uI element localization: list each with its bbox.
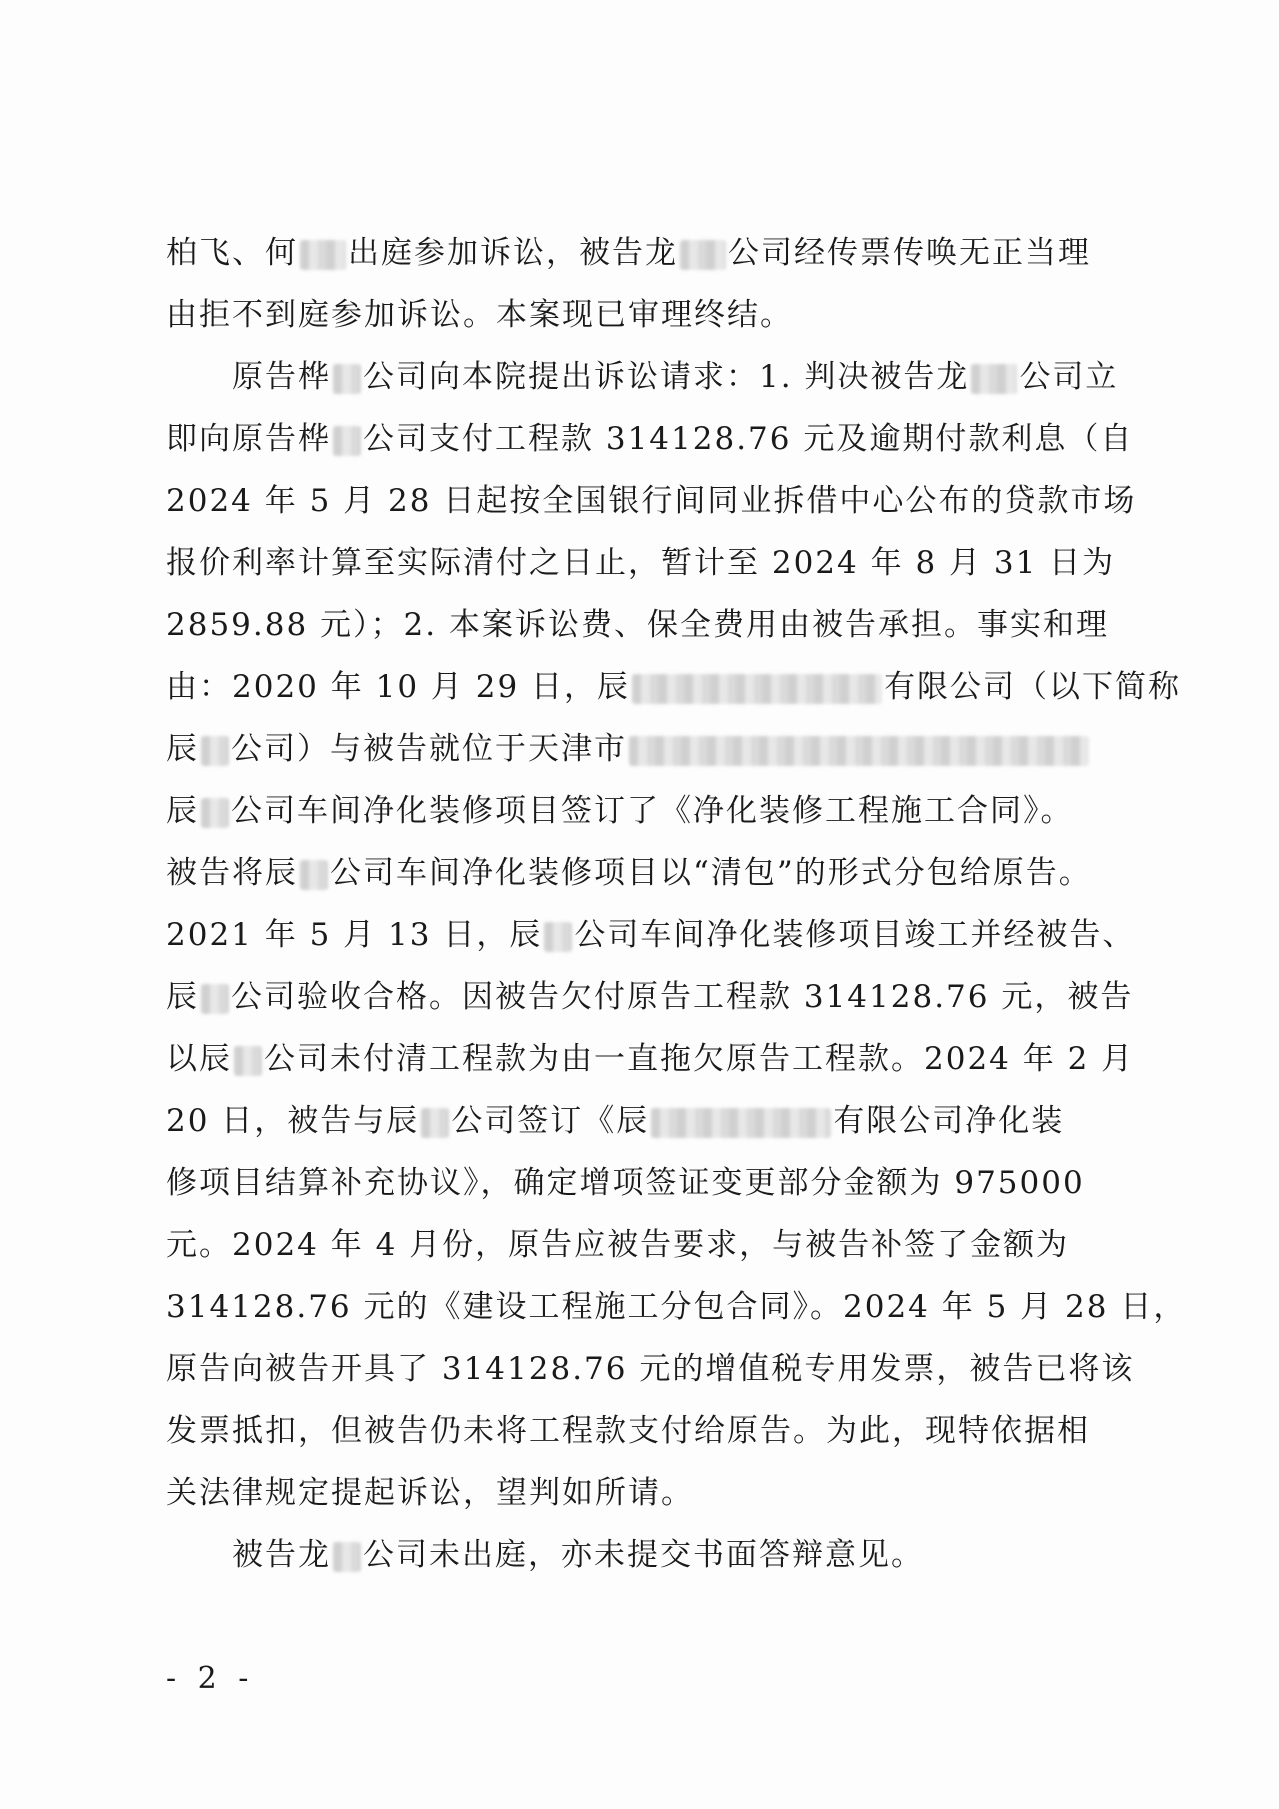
- text-line: [166, 842, 1126, 904]
- text-segment: 原告向被告开具了 314128.76 元的增值税专用发票，被告已将该: [166, 1351, 1135, 1387]
- text-line: [166, 718, 1126, 780]
- text-segment: 辰: [166, 731, 199, 767]
- text-segment: 以辰: [166, 1041, 232, 1077]
- text-segment: 被告将辰: [166, 855, 298, 891]
- redaction: [971, 364, 1017, 394]
- text-segment: 原告桦: [166, 359, 331, 395]
- text-line: [166, 780, 1126, 842]
- redaction: [544, 922, 572, 952]
- text-segment: 有限公司净化装: [833, 1103, 1065, 1139]
- text-segment: 公司支付工程款 314128.76 元及逾期付款利息（自: [363, 421, 1134, 457]
- text-segment: 发票抵扣，但被告仍未将工程款支付给原告。为此，现特依据相: [166, 1413, 1090, 1449]
- text-segment: 修项目结算补充协议》，确定增项签证变更部分金额为 975000: [166, 1165, 1085, 1201]
- text-segment: 报价利率计算至实际清付之日止，暂计至 2024 年 8 月 31 日为: [166, 545, 1116, 581]
- text-line: [166, 1090, 1126, 1152]
- text-line: [166, 1462, 1126, 1524]
- redaction: [629, 736, 1089, 766]
- text-segment: 公司车间净化装修项目竣工并经被告、: [574, 917, 1136, 953]
- text-line: [166, 470, 1137, 532]
- text-line: [166, 1152, 1126, 1214]
- text-segment: 被告龙: [166, 1537, 331, 1573]
- redaction: [201, 984, 229, 1014]
- redaction: [300, 240, 346, 270]
- text-segment: 即向原告桦: [166, 421, 331, 457]
- page-number: - 2 -: [166, 1661, 255, 1696]
- redaction: [421, 1108, 449, 1138]
- redaction: [333, 1542, 361, 1572]
- text-segment: 公司签订《辰: [451, 1103, 650, 1139]
- redaction: [680, 240, 726, 270]
- text-segment: 有限公司（以下简称: [884, 669, 1182, 705]
- text-segment: 出庭参加诉讼，被告龙: [348, 235, 678, 271]
- redaction: [632, 674, 882, 704]
- document-body: [166, 222, 1187, 1586]
- text-segment: 公司）与被告就位于天津市: [231, 731, 627, 767]
- text-line: [166, 656, 1182, 718]
- text-segment: 辰: [166, 793, 199, 829]
- text-line: [166, 532, 1126, 594]
- text-segment: 元。2024 年 4 月份，原告应被告要求，与被告补签了金额为: [166, 1227, 1070, 1263]
- text-line: [166, 222, 1126, 284]
- text-line: [166, 1214, 1126, 1276]
- text-segment: 314128.76 元的《建设工程施工分包合同》。2024 年 5 月 28 日，: [166, 1289, 1187, 1325]
- text-segment: 公司未出庭，亦未提交书面答辩意见。: [363, 1537, 924, 1573]
- text-segment: 公司向本院提出诉讼请求：1. 判决被告龙: [363, 359, 970, 395]
- text-line: [166, 408, 1134, 470]
- text-segment: 20 日，被告与辰: [166, 1103, 420, 1139]
- text-segment: 由：2020 年 10 月 29 日，辰: [166, 669, 631, 705]
- text-line: [166, 966, 1134, 1028]
- text-segment: 2021 年 5 月 13 日，辰: [166, 917, 543, 953]
- redaction: [234, 1046, 262, 1076]
- text-segment: 辰: [166, 979, 199, 1015]
- text-segment: 公司验收合格。因被告欠付原告工程款 314128.76 元，被告: [231, 979, 1134, 1015]
- text-line: [166, 904, 1136, 966]
- text-line: [166, 1276, 1187, 1338]
- text-segment: 柏飞、何: [166, 235, 298, 271]
- redaction: [201, 736, 229, 766]
- text-line: [166, 284, 1126, 346]
- text-line: [166, 594, 1126, 656]
- text-line: [166, 1028, 1135, 1090]
- redaction: [201, 798, 229, 828]
- text-segment: 公司车间净化装修项目以“清包”的形式分包给原告。: [330, 855, 1092, 891]
- redaction: [300, 860, 328, 890]
- text-segment: 由拒不到庭参加诉讼。本案现已审理终结。: [166, 297, 793, 333]
- text-line: [166, 1524, 1126, 1586]
- text-segment: 公司立: [1019, 359, 1119, 395]
- text-line: [166, 1338, 1135, 1400]
- text-segment: 公司车间净化装修项目签订了《净化装修工程施工合同》。: [231, 793, 1074, 829]
- text-segment: 公司经传票传唤无正当理: [728, 235, 1091, 271]
- redaction: [333, 426, 361, 456]
- redaction: [333, 364, 361, 394]
- text-segment: 公司未付清工程款为由一直拖欠原告工程款。2024 年 2 月: [264, 1041, 1135, 1077]
- text-line: [166, 346, 1126, 408]
- text-line: [166, 1400, 1126, 1462]
- text-segment: 2859.88 元）；2. 本案诉讼费、保全费用由被告承担。事实和理: [166, 607, 1109, 643]
- text-segment: 关法律规定提起诉讼，望判如所请。: [166, 1475, 694, 1511]
- text-segment: 2024 年 5 月 28 日起按全国银行间同业拆借中心公布的贷款市场: [166, 483, 1137, 519]
- redaction: [651, 1108, 831, 1138]
